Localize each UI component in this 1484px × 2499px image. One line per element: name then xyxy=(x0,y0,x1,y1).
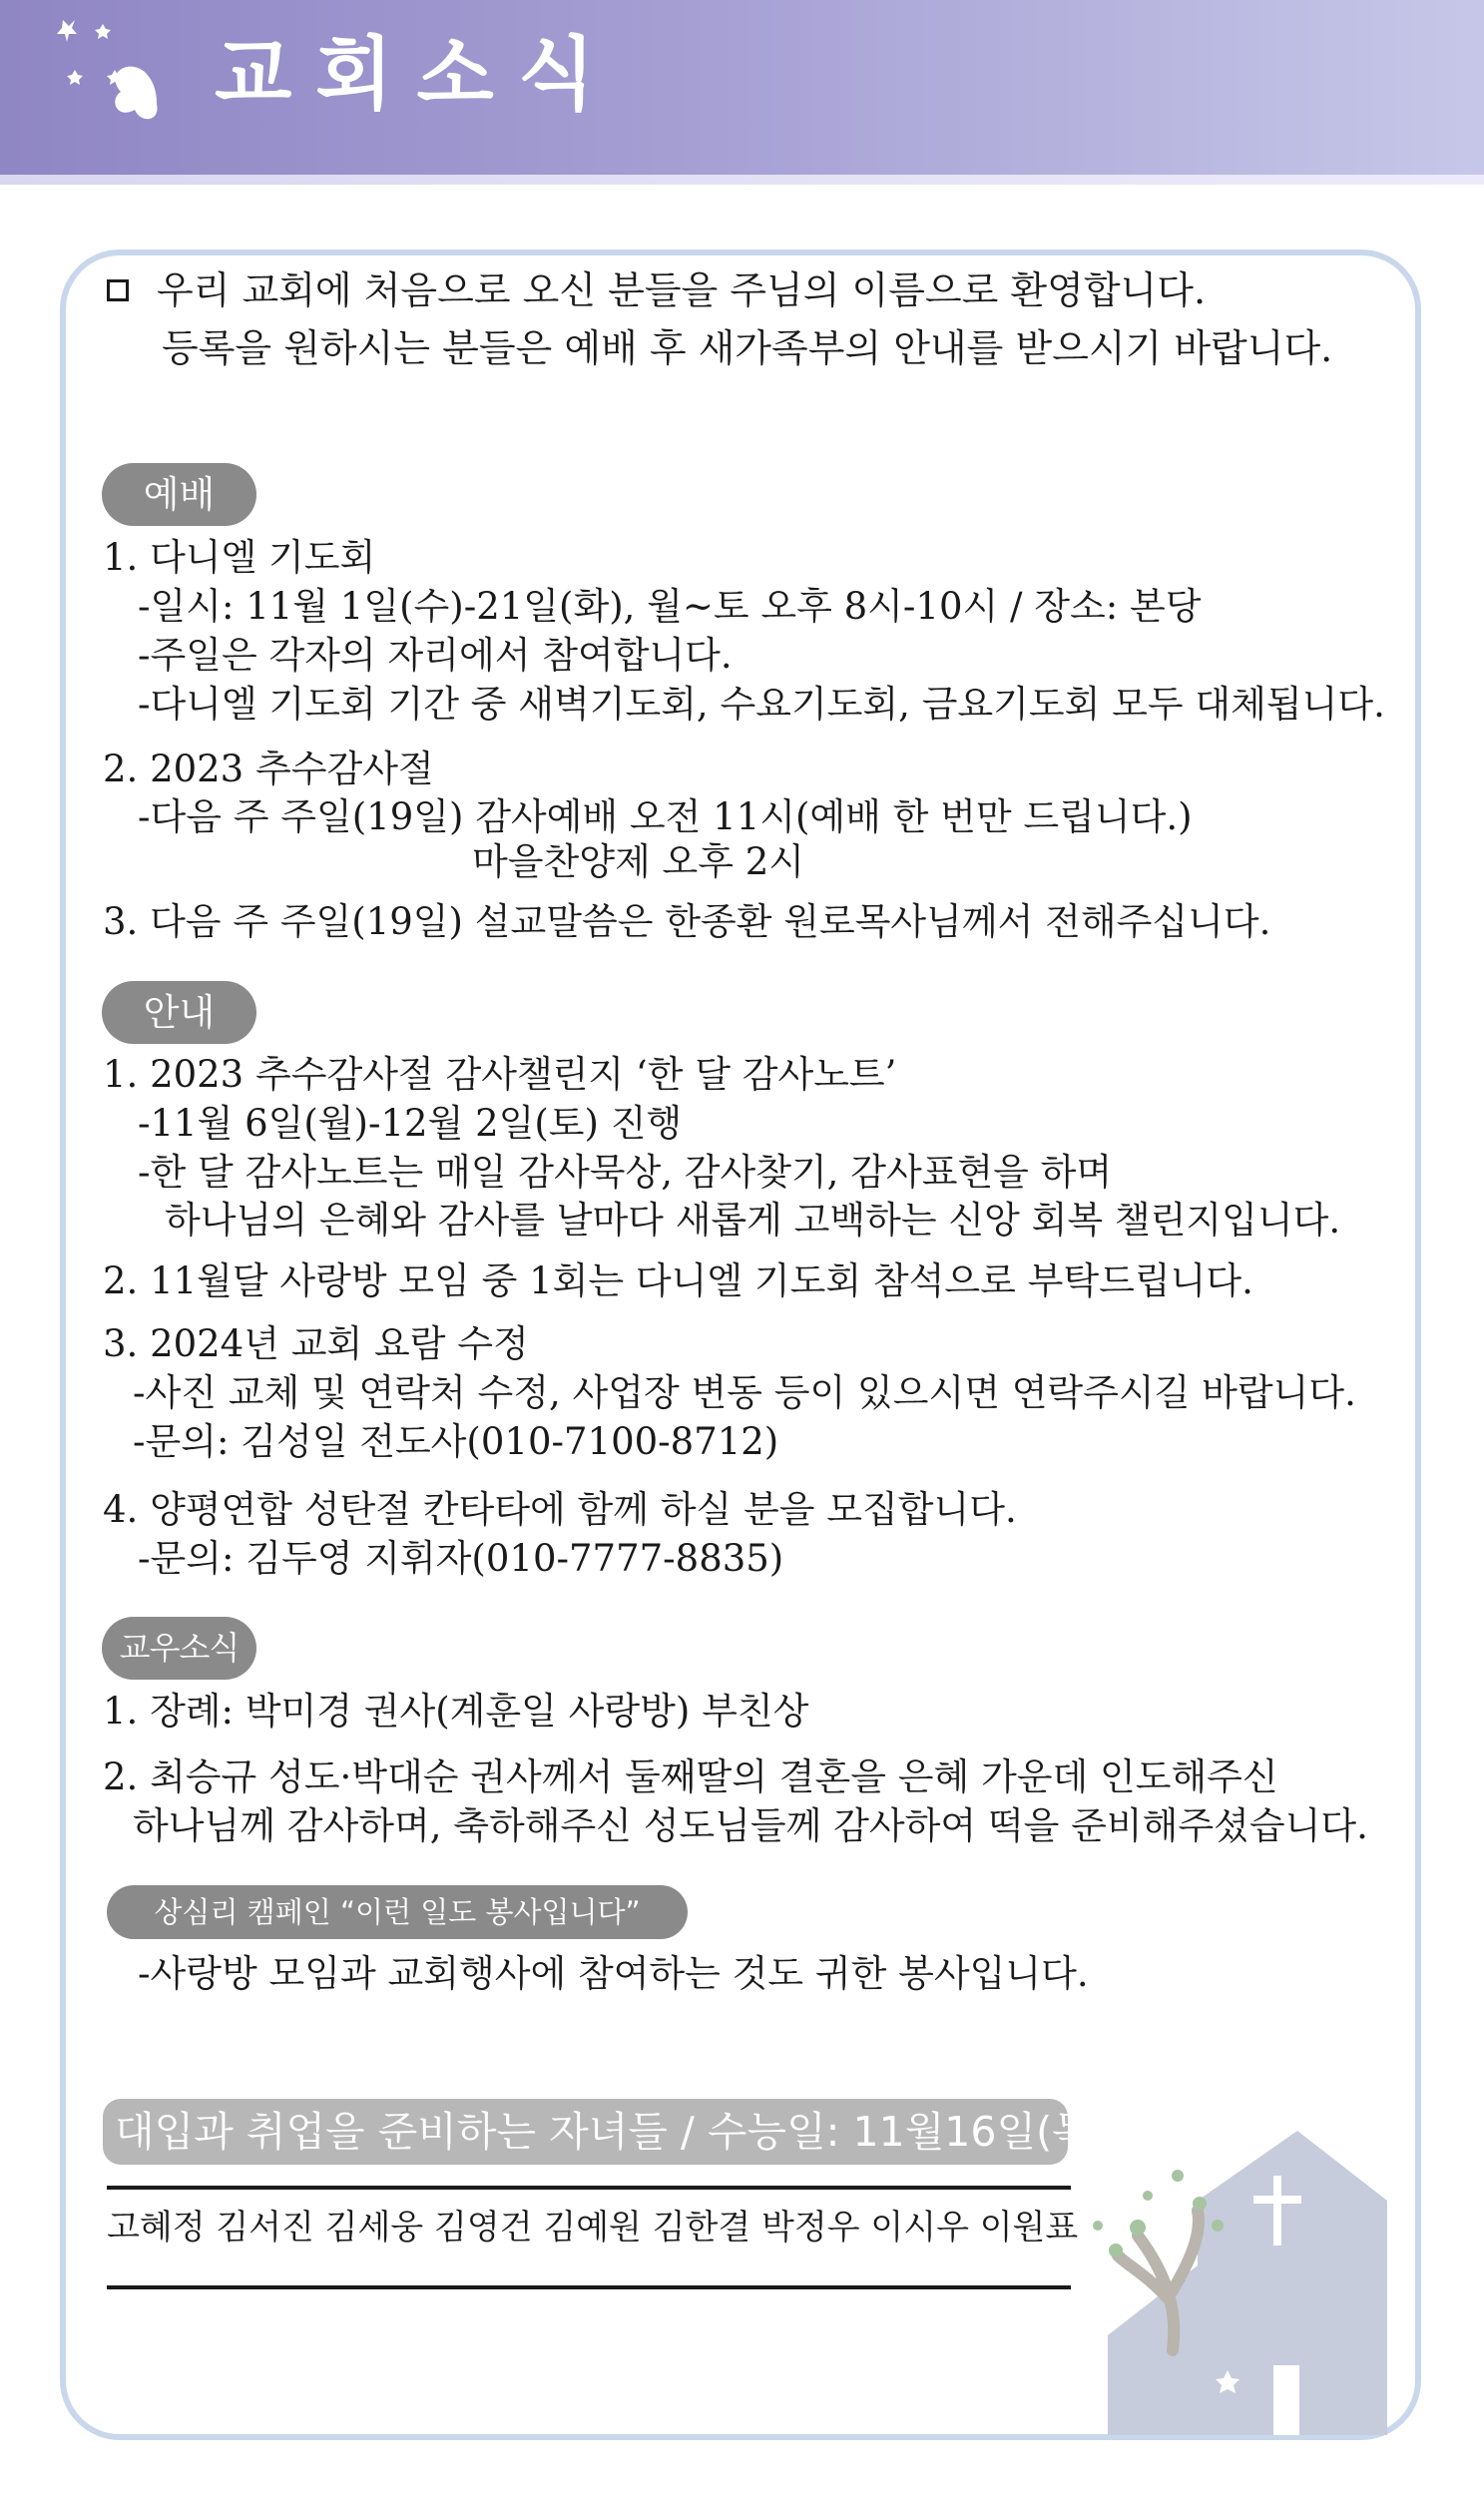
worship-line: -다음 주 주일(19일) 감사예배 오전 11시(예배 한 번만 드립니다.) xyxy=(138,795,1193,838)
campaign-line: -사랑방 모임과 교회행사에 참여하는 것도 귀한 봉사입니다. xyxy=(138,1952,1089,1995)
notice-item-4: 4. 양평연합 성탄절 칸타타에 함께 하실 분을 모집합니다. xyxy=(103,1488,1017,1531)
worship-line: 마을찬양제 오후 2시 xyxy=(472,840,804,883)
section-campaign-heading: 상심리 캠페인 “이런 일도 봉사입니다” xyxy=(107,1885,688,1939)
section-notice-heading: 안내 xyxy=(102,981,256,1044)
notice-line: -문의: 김성일 전도사(010-7100-8712) xyxy=(133,1420,779,1463)
notice-item-2: 2. 11월달 사랑방 모임 중 1회는 다니엘 기도회 참석으로 부탁드립니다. xyxy=(103,1259,1253,1302)
page-title: 교회소식 xyxy=(215,28,620,121)
section-worship-heading: 예배 xyxy=(102,463,256,526)
notice-item-1: 1. 2023 추수감사절 감사챌린지 ‘한 달 감사노트’ xyxy=(103,1053,897,1096)
notice-item-3: 3. 2024년 교회 요람 수정 xyxy=(103,1322,529,1365)
worship-item-3: 3. 다음 주 주일(19일) 설교말씀은 한종환 원로목사님께서 전해주십니다. xyxy=(103,900,1271,943)
header-underline xyxy=(0,175,1484,185)
worship-line: -일시: 11월 1일(수)-21일(화), 월~토 오후 8시-10시 / 장소: 본당 xyxy=(138,585,1202,628)
butterfly-stars-icon xyxy=(55,10,215,130)
members-line: 하나님께 감사하며, 축하해주신 성도님들께 감사하여 떡을 준비해주셨습니다. xyxy=(133,1804,1368,1847)
section-members-heading: 교우소식 xyxy=(102,1617,256,1680)
worship-line: -주일은 각자의 자리에서 참여합니다. xyxy=(138,634,733,677)
welcome-line-2: 등록을 원하시는 분들은 예배 후 새가족부의 안내를 받으시기 바랍니다. xyxy=(162,326,1333,370)
notice-line: 하나님의 은혜와 감사를 날마다 새롭게 고백하는 신앙 회복 챌린지입니다. xyxy=(165,1199,1341,1242)
members-item-2: 2. 최승규 성도·박대순 권사께서 둘째딸의 결혼을 은혜 가운데 인도해주신 xyxy=(103,1755,1278,1798)
students-banner: 대입과 취업을 준비하는 자녀들 / 수능일: 11월16일(목) xyxy=(103,2099,1068,2165)
worship-line: -다니엘 기도회 기간 중 새벽기도회, 수요기도회, 금요기도회 모두 대체됩니다. xyxy=(138,683,1385,726)
notice-line: -사진 교체 및 연락처 수정, 사업장 변동 등이 있으시면 연락주시길 바랍니다. xyxy=(133,1371,1356,1414)
divider-top xyxy=(107,2186,1071,2190)
checkbox-square-icon xyxy=(107,279,129,301)
notice-line: -문의: 김두영 지휘자(010-7777-8835) xyxy=(138,1537,784,1580)
notice-line: -한 달 감사노트는 매일 감사묵상, 감사찾기, 감사표현을 하며 xyxy=(138,1151,1113,1194)
welcome-line-1: 우리 교회에 처음으로 오신 분들을 주님의 이름으로 환영합니다. xyxy=(107,271,1206,309)
students-names: 고혜정 김서진 김세웅 김영건 김예원 김한결 박정우 이시우 이원표 xyxy=(107,2208,1079,2248)
divider-bottom xyxy=(107,2285,1071,2289)
notice-line: -11월 6일(월)-12월 2일(토) 진행 xyxy=(138,1102,683,1145)
church-tree-illustration xyxy=(1078,2116,1407,2435)
worship-item-2: 2. 2023 추수감사절 xyxy=(103,748,434,790)
worship-item-1: 1. 다니엘 기도회 xyxy=(103,536,376,579)
members-item-1: 1. 장례: 박미경 권사(계훈일 사랑방) 부친상 xyxy=(103,1690,809,1733)
